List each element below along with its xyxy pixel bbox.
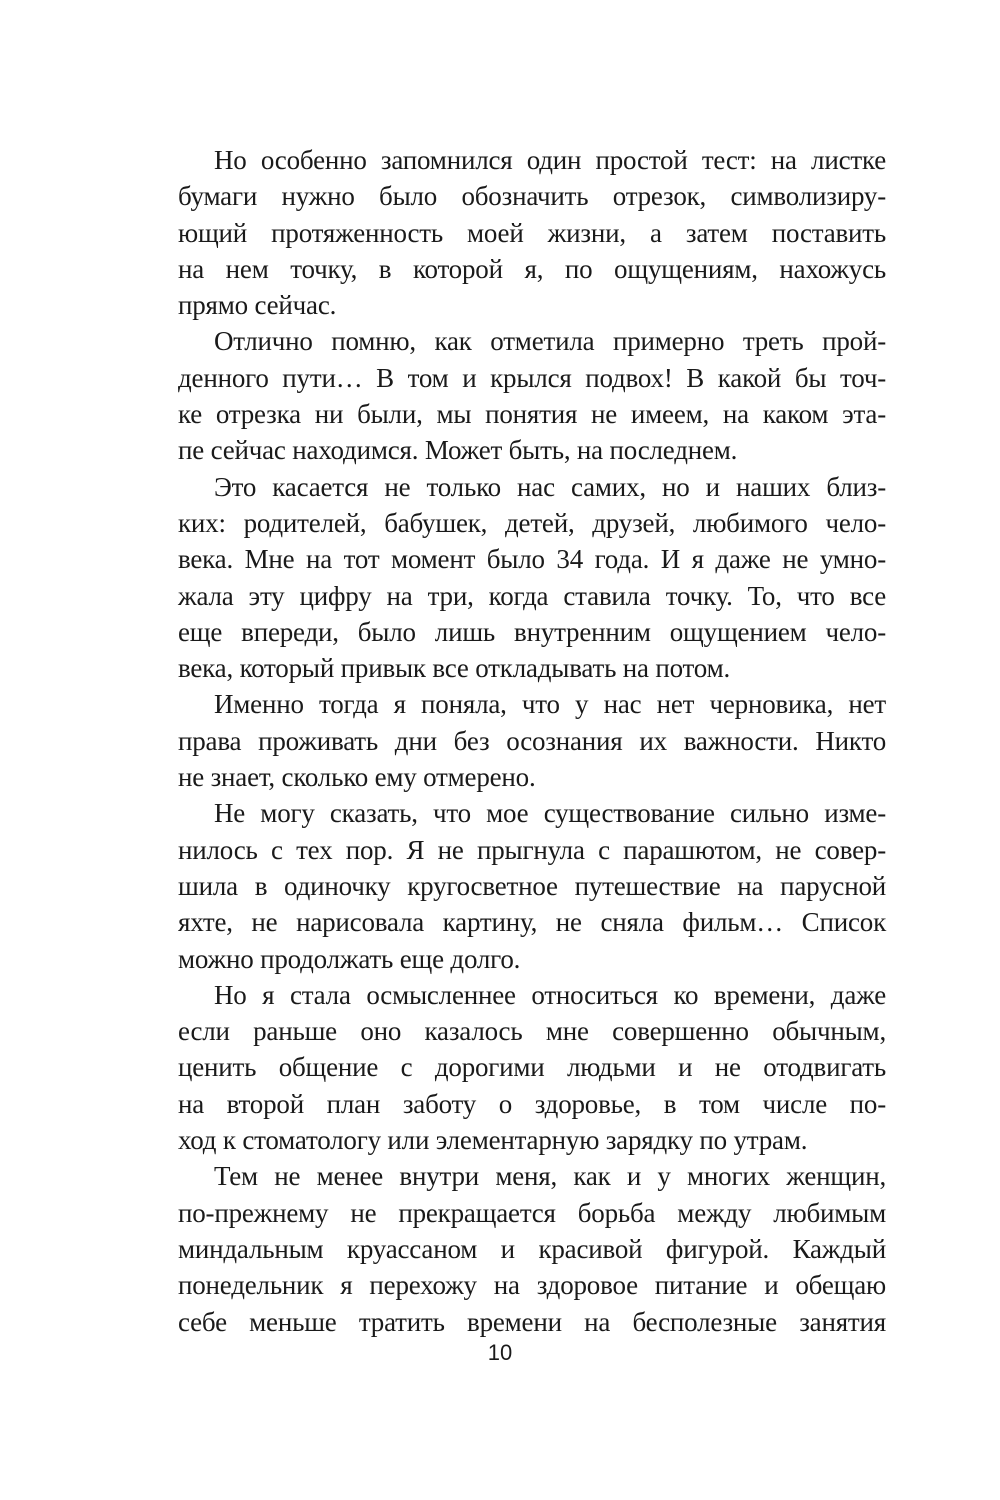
text-line: Именно тогда я поняла, что у нас нет черновика, нет <box>214 689 886 720</box>
text-line: еще впереди, было лишь внутренним ощущением чело- <box>178 616 886 647</box>
paragraph <box>178 977 886 1158</box>
paragraph <box>178 686 886 795</box>
text-line: ких: родителей, бабушек, детей, друзей, любимого чело- <box>178 507 886 538</box>
paragraph <box>178 795 886 976</box>
text-line: шила в одиночку кругосветное путешествие на парусной <box>178 870 886 901</box>
text-line: Но я стала осмысленнее относиться ко времени, даже <box>214 979 886 1010</box>
page-body <box>178 142 886 1340</box>
text-line: Тем не менее внутри меня, как и у многих женщин, <box>214 1161 886 1192</box>
text-line: на нем точку, в которой я, по ощущениям, нахожусь <box>178 253 886 284</box>
text-line: миндальным круассаном и красивой фигурой. Каждый <box>178 1233 886 1264</box>
paragraph <box>178 142 886 323</box>
text-line: ценить общение с дорогими людьми и не отодвигать <box>178 1052 886 1083</box>
text-line: Это касается не только нас самих, но и наших близ- <box>214 471 886 502</box>
text-line: Отлично помню, как отметила примерно треть прой- <box>214 326 886 357</box>
text-line: можно продолжать еще долго. <box>178 943 521 974</box>
paragraph <box>178 1158 886 1339</box>
text-line: денного пути… В том и крылся подвох! В какой бы точ- <box>178 362 886 393</box>
text-line: себе меньше тратить времени на бесполезные занятия <box>178 1306 886 1337</box>
text-line: не знает, сколько ему отмерено. <box>178 762 536 793</box>
text-line: века, который привык все откладывать на потом. <box>178 653 731 684</box>
text-line: жала эту цифру на три, когда ставила точку. То, что все <box>178 580 886 611</box>
text-line: если раньше оно казалось мне совершенно обычным, <box>178 1016 886 1047</box>
text-line: понедельник я перехожу на здоровое питание и обещаю <box>178 1270 886 1301</box>
text-line: права проживать дни без осознания их важности. Никто <box>178 725 886 756</box>
text-line: века. Мне на тот момент было 34 года. И я даже не умно- <box>178 544 886 575</box>
text-line: бумаги нужно было обозначить отрезок, символизиру- <box>178 181 886 212</box>
text-line: ющий протяженность моей жизни, а затем поставить <box>178 217 886 248</box>
text-line: нилось с тех пор. Я не прыгнула с парашютом, не совер- <box>178 834 886 865</box>
text-line: ход к стоматологу или элементарную зарядку по утрам. <box>178 1125 808 1156</box>
paragraph <box>178 323 886 468</box>
text-line: на второй план заботу о здоровье, в том числе по- <box>178 1088 886 1119</box>
text-line: по-прежнему не прекращается борьба между любимым <box>178 1197 886 1228</box>
text-line: Не могу сказать, что мое существование сильно изме- <box>214 798 886 829</box>
text-line: прямо сейчас. <box>178 290 337 321</box>
paragraph <box>178 469 886 687</box>
text-line: Но особенно запомнился один простой тест: на листке <box>214 145 886 175</box>
text-line: ке отрезка ни были, мы понятия не имеем, на каком эта- <box>178 399 886 430</box>
text-line: пе сейчас находимся. Может быть, на последнем. <box>178 435 738 466</box>
text-line: яхте, не нарисовала картину, не сняла фильм… Список <box>178 907 886 938</box>
page-number: 10 <box>487 1340 513 1365</box>
